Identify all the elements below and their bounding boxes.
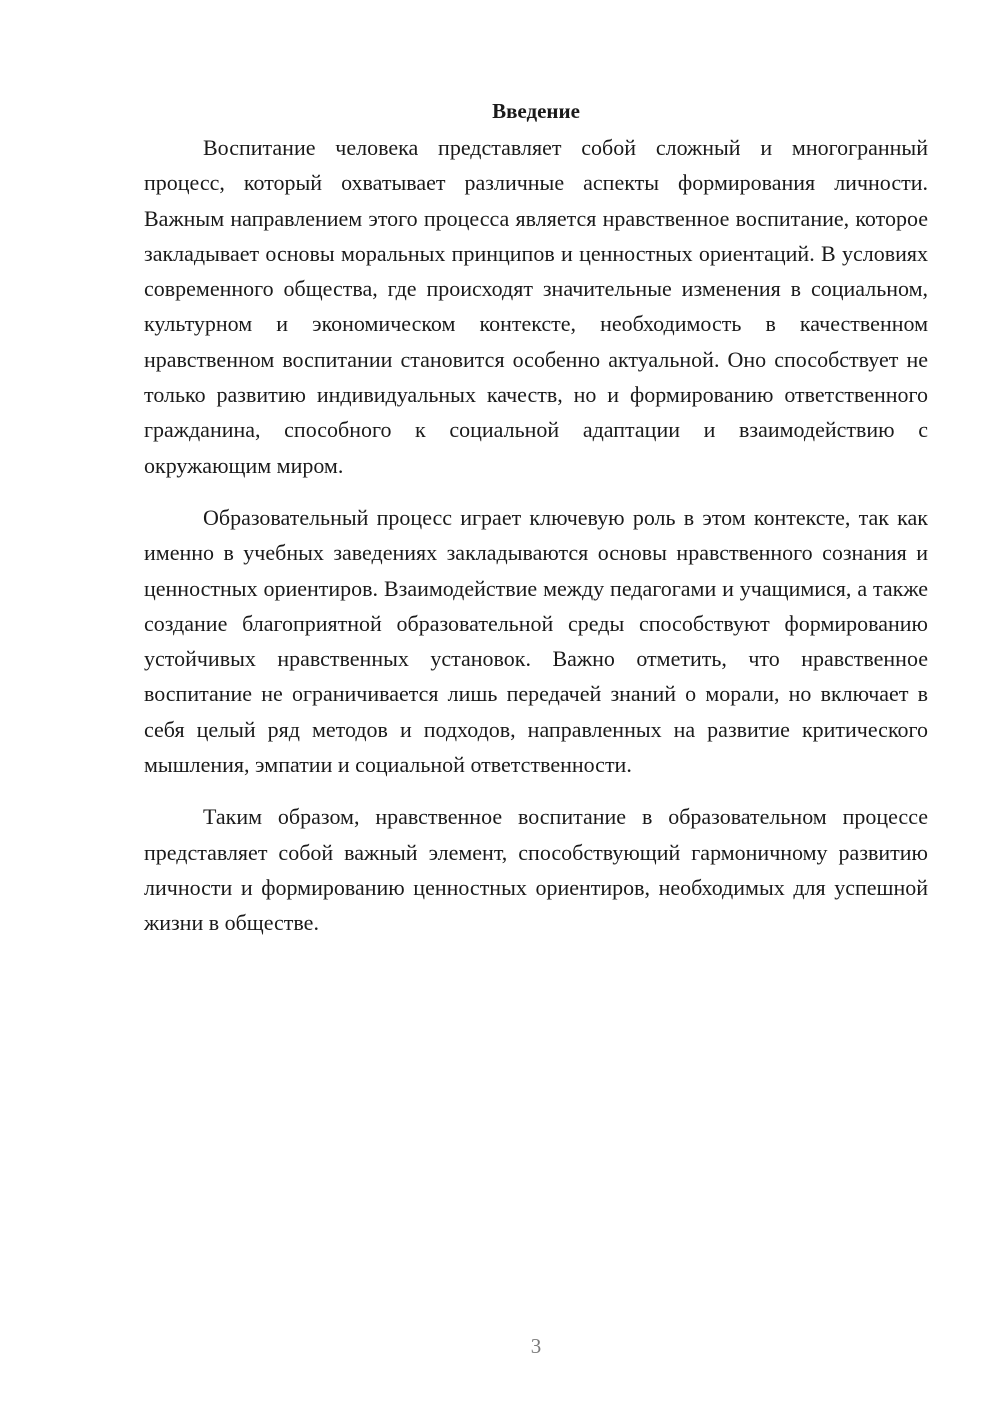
paragraph-2: Образовательный процесс играет ключевую роль в этом контексте, так как именно в учебных заведениях закладываются основы нравственного сознания и ценностных ориентиров. Взаимодействие между педагогами и учащимися, а также создание благоприятной образовательной среды способствуют формированию устойчивых нравственных установок. Важно отметить, что нравственное воспитание не ограничивается лишь передачей знаний о морали, но включает в себя целый ряд методов и подходов, направленных на развитие критического мышления, эмпатии и социальной ответственности. — [144, 504, 928, 778]
document-body — [144, 96, 928, 941]
section-heading: Введение — [492, 99, 580, 123]
page-number: 3 — [530, 1334, 542, 1358]
paragraph-1: Воспитание человека представляет собой сложный и многогранный процесс, который охватывает различные аспекты формирования личности. Важным направлением этого процесса является нравственное воспитание, которое закладывает основы моральных принципов и ценностных ориентаций. В условиях современного общества, где происходят значительные изменения в социальном, культурном и экономическом контексте, необходимость в качественном нравственном воспитании становится особенно актуальной. Оно способствует не только развитию индивидуальных качеств, но и формированию ответственного гражданина, способного к социальной адаптации и взаимодействию с окружающим миром. — [144, 135, 928, 478]
paragraph-3: Таким образом, нравственное воспитание в образовательном процессе представляет собой важный элемент, способствующий гармоничному развитию личности и формированию ценностных ориентиров, необходимых для успешной жизни в обществе. — [144, 804, 928, 936]
